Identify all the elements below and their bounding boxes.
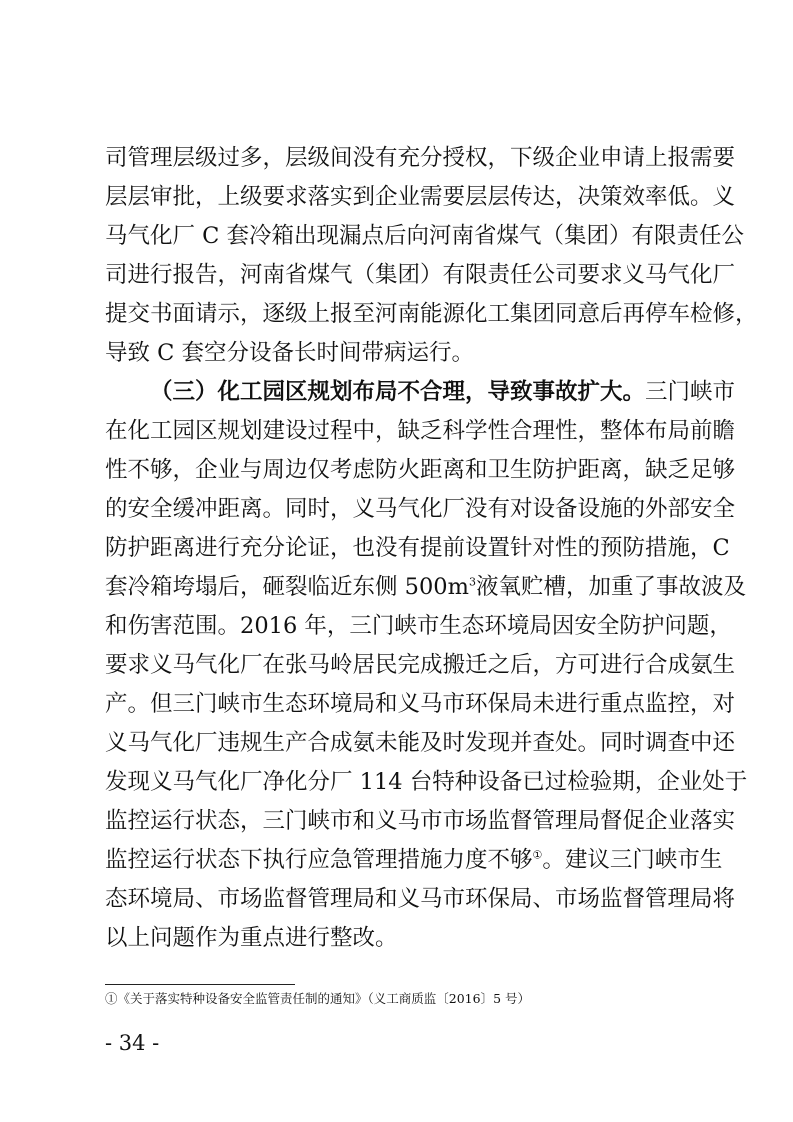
body-line-13: 和伤害范围。2016 年，三门峡市生态环境局因安全防护问题，: [105, 613, 732, 639]
body-line-18: 监控运行状态，三门峡市和义马市市场监督管理局督促企业落实: [105, 808, 736, 834]
body-line-11: 防护距离进行充分论证，也没有提前设置针对性的预防措施，C: [105, 535, 730, 561]
superscript-3: 3: [468, 575, 476, 589]
body-line-12-part1: 套冷箱垮塌后，砸裂临近东侧 500m: [105, 574, 469, 600]
body-line-5: 提交书面请示，逐级上报至河南能源化工集团同意后再停车检修，: [105, 301, 758, 327]
footnote: ①《关于落实特种设备安全监管责任制的通知》（义工商质监〔2016〕5 号）: [105, 991, 530, 1006]
body-line-1: 司管理层级过多，层级间没有充分授权，下级企业申请上报需要: [105, 145, 736, 171]
body-line-10: 的安全缓冲距离。同时，义马气化厂没有对设备设施的外部安全: [105, 496, 736, 522]
body-line-20: 态环境局、市场监督管理局和义马市环保局、市场监督管理局将: [105, 886, 736, 912]
body-line-15: 产。但三门峡市生态环境局和义马市环保局未进行重点监控，对: [105, 691, 736, 717]
body-line-17: 发现义马气化厂净化分厂 114 台特种设备已过检验期，企业处于: [105, 769, 748, 795]
body-line-19: [105, 841, 723, 879]
page-number: - 34 -: [105, 1031, 160, 1055]
footnote-divider: [105, 984, 295, 985]
footnote-marker: ①: [532, 848, 543, 862]
body-line-19-part1: 监控运行状态下执行应急管理措施力度不够: [105, 847, 533, 873]
body-line-9: 性不够，企业与周边仅考虑防火距离和卫生防护距离，缺乏足够: [105, 457, 736, 483]
body-line-14: 要求义马气化厂在张马岭居民完成搬迁之后，方可进行合成氨生: [105, 652, 736, 678]
body-line-8: 在化工园区规划建设过程中，缺乏科学性合理性，整体布局前瞻: [105, 418, 736, 444]
body-line-6: 导致 C 套空分设备长时间带病运行。: [105, 340, 475, 366]
body-line-21: 以上问题作为重点进行整改。: [105, 925, 398, 951]
body-line-12-part2: 液氧贮槽，加重了事故波及: [475, 574, 746, 600]
body-line-3: 马气化厂 C 套冷箱出现漏点后向河南省煤气（集团）有限责任公: [105, 223, 745, 249]
body-line-2: 层层审批，上级要求落实到企业需要层层传达，决策效率低。义: [105, 184, 736, 210]
body-line-12: [105, 568, 746, 606]
body-line-19-part2: 。建议三门峡市生: [542, 847, 723, 873]
body-line-4: 司进行报告，河南省煤气（集团）有限责任公司要求义马气化厂: [105, 262, 736, 288]
section-heading-line: [150, 373, 736, 411]
body-line-16: 义马气化厂违规生产合成氨未能及时发现并查处。同时调查中还: [105, 730, 736, 756]
section-heading: （三）化工园区规划布局不合理，导致事故扩大。: [150, 379, 646, 405]
section-heading-rest: 三门峡市: [645, 379, 736, 405]
